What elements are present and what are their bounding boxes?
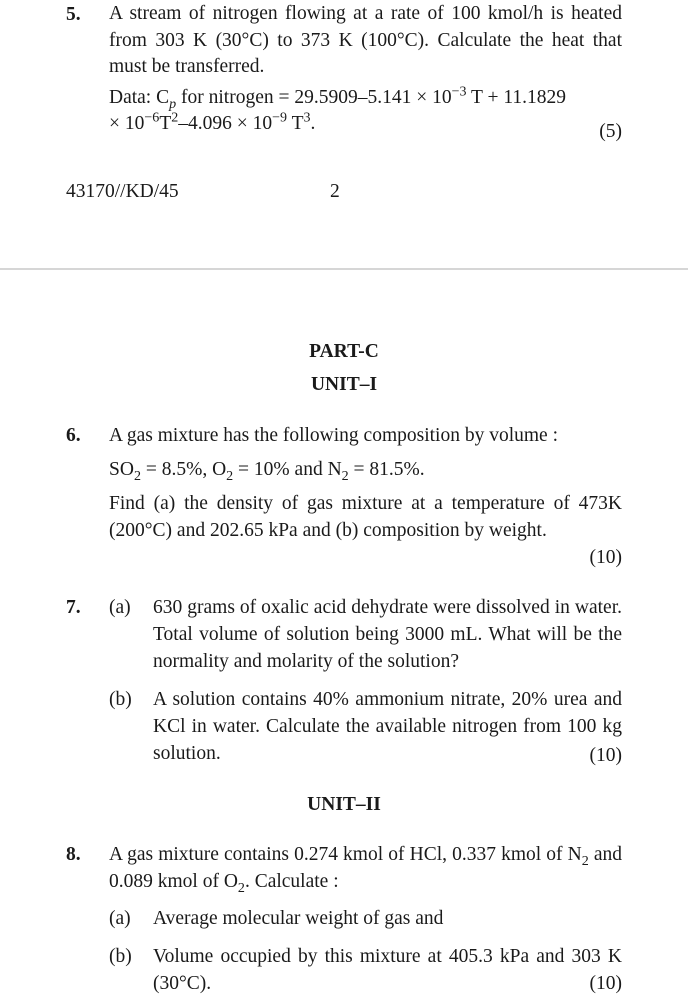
question-text: Find (a) the density of gas mixture at a temperature of 473K (200°C) and 202.65 kPa and (b) composition by weight. [109, 493, 622, 541]
composition-line: $SO_2 = 8.5\%$, $O_2 = 10\%$ and $N_2 = 81.5\%$. [109, 459, 425, 484]
page-number: 2 [330, 181, 340, 202]
paper-code: 43170//KD/45 [66, 181, 179, 202]
subquestion-text: Volume occupied by this mixture at 405.3 kPa and 303 K (30°C). [153, 946, 622, 994]
question-marks: (10) [589, 547, 622, 568]
subquestion-b [109, 686, 622, 767]
question-marks: (5) [599, 121, 622, 142]
question-text: A gas mixture has the following composition by volume : [109, 425, 558, 446]
subquestion-b [109, 943, 622, 997]
subquestion-a [109, 594, 622, 675]
question-number: 5. [66, 4, 81, 25]
part-heading: PART-C [309, 341, 379, 362]
page-divider [0, 268, 688, 270]
question-text: A stream of nitrogen flowing at a rate of 100 kmol/h is heated from 303 K (30°C) to 373 K (100°C). Calculate the heat that must be transferred. [109, 3, 622, 77]
subquestion-label: (a) [109, 908, 131, 929]
question-number: 6. [66, 425, 81, 446]
question-data: Data: $C_p$ for nitrogen = $29.5909-5.141 \times 10^{-3}$ T + 11.1829 × $10^{-6}T^2-4.096 \times 10^{-9}$ $T^3$. [109, 83, 567, 134]
question-number: 8. [66, 844, 81, 865]
subquestion-text: Average molecular weight of gas and [153, 908, 444, 929]
question-marks: (10) [589, 973, 622, 994]
question-text: A gas mixture contains 0.274 kmol of HCl, 0.337 kmol of $N_2$ and 0.089 kmol of $O_2$. Calculate : [109, 844, 622, 896]
subquestion-label: (b) [109, 689, 132, 710]
question-number: 7. [66, 597, 81, 618]
question-marks: (10) [589, 745, 622, 766]
subquestion-a [109, 905, 622, 932]
subquestion-label: (a) [109, 597, 131, 618]
unit-heading: UNIT–I [310, 374, 378, 395]
subquestion-label: (b) [109, 946, 132, 967]
subquestion-text: 630 grams of oxalic acid dehydrate were dissolved in water. Total volume of solution being 3000 mL. What will be the normality and molarity of the solution? [153, 597, 622, 672]
unit-heading: UNIT–II [307, 794, 381, 815]
subquestion-text: A solution contains 40% ammonium nitrate, 20% urea and KCl in water. Calculate the available nitrogen from 100 kg solution. [153, 689, 622, 764]
